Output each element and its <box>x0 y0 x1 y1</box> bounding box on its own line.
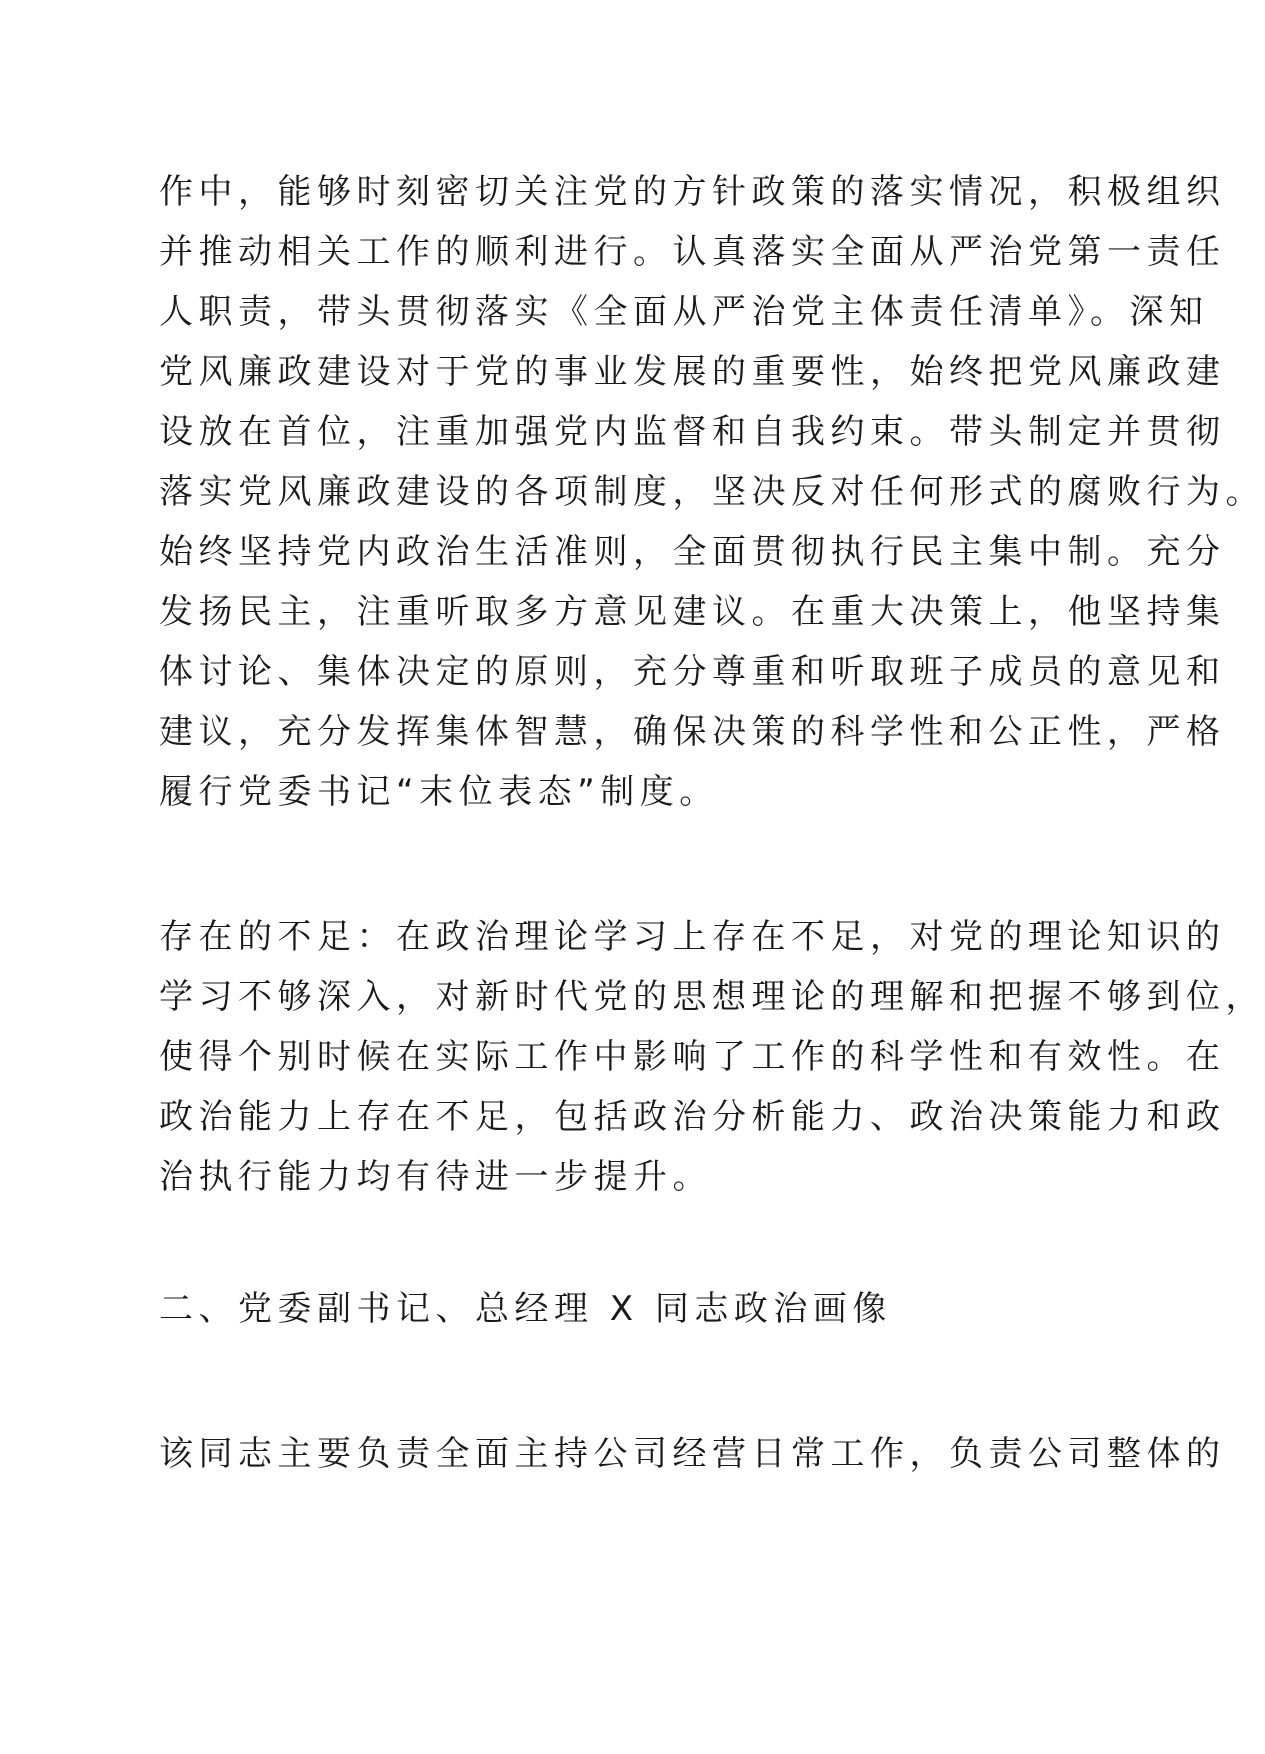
text-line: 党风廉政建设对于党的事业发展的重要性，始终把党风廉政建 <box>159 352 1226 392</box>
section-heading: 二、党委副书记、总经理 X 同志政治画像 <box>159 1289 892 1329</box>
text-line: 存在的不足：在政治理论学习上存在不足，对党的理论知识的 <box>159 917 1226 957</box>
text-line: 发扬民主，注重听取多方意见建议。在重大决策上，他坚持集 <box>159 592 1226 632</box>
text-line: 体讨论、集体决定的原则，充分尊重和听取班子成员的意见和 <box>159 652 1226 692</box>
text-line: 作中，能够时刻密切关注党的方针政策的落实情况，积极组织 <box>159 172 1226 212</box>
text-line: 政治能力上存在不足，包括政治分析能力、政治决策能力和政 <box>159 1097 1226 1137</box>
text-line: 落实党风廉政建设的各项制度，坚决反对任何形式的腐败行为。 <box>159 472 1265 512</box>
text-line: 设放在首位，注重加强党内监督和自我约束。带头制定并贯彻 <box>159 412 1226 452</box>
text-line: 治执行能力均有待进一步提升。 <box>159 1157 712 1197</box>
text-line: 人职责，带头贯彻落实《全面从严治党主体责任清单》。深知 <box>159 292 1209 332</box>
text-line: 并推动相关工作的顺利进行。认真落实全面从严治党第一责任 <box>159 232 1226 272</box>
text-line: 使得个别时候在实际工作中影响了工作的科学性和有效性。在 <box>159 1037 1226 1077</box>
text-line: 履行党委书记“末位表态”制度。 <box>159 772 719 812</box>
text-line: 该同志主要负责全面主持公司经营日常工作，负责公司整体的 <box>159 1434 1226 1474</box>
text-line: 建议，充分发挥集体智慧，确保决策的科学性和公正性，严格 <box>159 712 1226 752</box>
text-line: 始终坚持党内政治生活准则，全面贯彻执行民主集中制。充分 <box>159 532 1226 572</box>
text-line: 学习不够深入，对新时代党的思想理论的理解和把握不够到位， <box>159 977 1265 1017</box>
